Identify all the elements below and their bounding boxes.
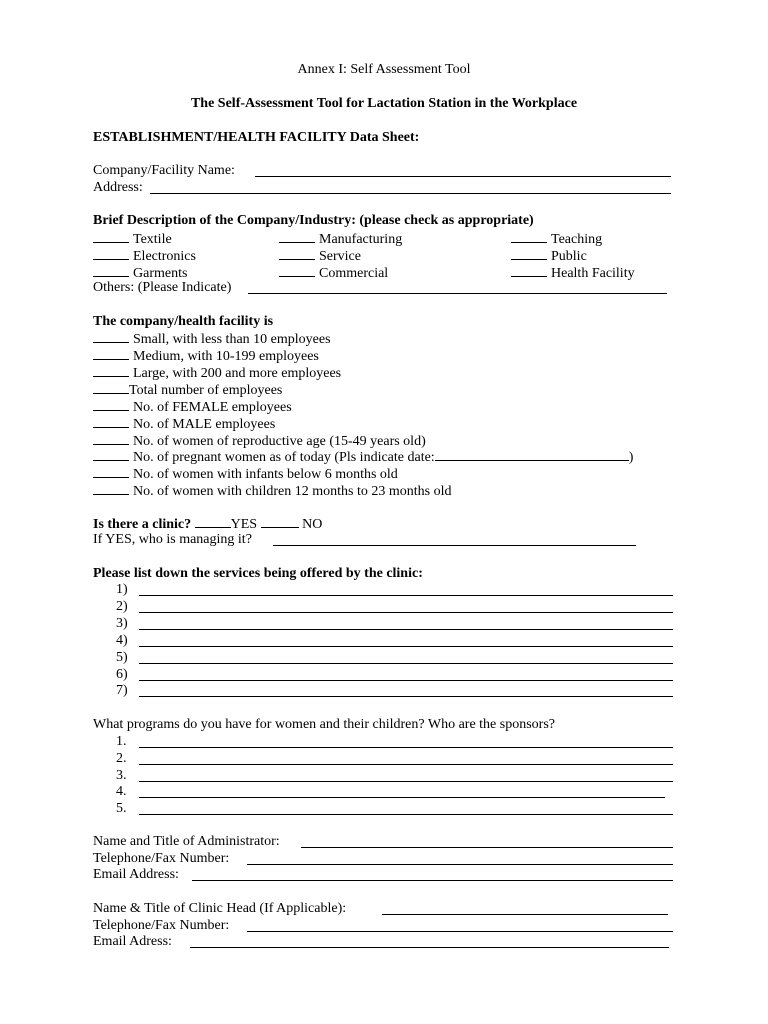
program-field[interactable] (139, 747, 673, 748)
check-blank[interactable] (93, 346, 129, 360)
clinic-yes-blank[interactable] (195, 514, 231, 528)
clinic-head-name-field[interactable] (382, 914, 668, 915)
checkbox-garments[interactable]: Garments (93, 263, 187, 282)
check-blank[interactable] (279, 229, 315, 243)
clinic-head-phone-field[interactable] (247, 931, 673, 932)
size-item[interactable]: No. of women with infants below 6 months old (93, 464, 398, 483)
checkbox-electronics[interactable]: Electronics (93, 246, 196, 265)
service-field[interactable] (139, 612, 673, 613)
address-field[interactable] (150, 193, 671, 194)
checkbox-textile[interactable]: Textile (93, 229, 172, 248)
size-item[interactable]: Total number of employees (93, 380, 282, 399)
check-blank[interactable] (511, 229, 547, 243)
admin-email-label: Email Address: (93, 867, 179, 882)
size-item[interactable]: No. of FEMALE employees (93, 397, 292, 416)
service-field[interactable] (139, 663, 673, 664)
size-item[interactable]: Large, with 200 and more employees (93, 363, 341, 382)
checkbox-health-facility[interactable]: Health Facility (511, 263, 635, 282)
service-field[interactable] (139, 696, 673, 697)
size-item[interactable]: No. of pregnant women as of today (Pls indicate date: ) (93, 447, 633, 466)
size-item[interactable]: No. of women of reproductive age (15-49 years old) (93, 431, 426, 450)
company-name-label: Company/Facility Name: (93, 163, 235, 178)
admin-phone-label: Telephone/Fax Number: (93, 851, 230, 866)
main-title: The Self-Assessment Tool for Lactation Station in the Workplace (190, 96, 578, 111)
address-label: Address: (93, 180, 143, 195)
clinic-head-name-label: Name & Title of Clinic Head (If Applicable): (93, 901, 347, 916)
admin-name-field[interactable] (301, 847, 673, 848)
clinic-question: Is there a clinic? (93, 517, 192, 532)
services-number: 1) (116, 582, 128, 597)
services-heading: Please list down the services being offered by the clinic: (93, 566, 423, 581)
programs-number: 4. (116, 784, 127, 799)
service-field[interactable] (139, 629, 673, 630)
company-name-field[interactable] (255, 176, 671, 177)
clinic-head-email-label: Email Adress: (93, 934, 172, 949)
checkbox-public[interactable]: Public (511, 246, 587, 265)
service-field[interactable] (139, 646, 673, 647)
data-sheet-heading: ESTABLISHMENT/HEALTH FACILITY Data Sheet: (93, 130, 420, 145)
check-blank[interactable] (511, 246, 547, 260)
count-blank[interactable] (93, 481, 129, 495)
admin-phone-field[interactable] (247, 864, 673, 865)
services-number: 2) (116, 599, 128, 614)
size-item[interactable]: No. of women with children 12 months to 23 months old (93, 481, 451, 500)
service-field[interactable] (139, 595, 673, 596)
program-field[interactable] (139, 781, 673, 782)
count-blank[interactable] (93, 464, 129, 478)
date-field[interactable] (435, 447, 629, 461)
count-blank[interactable] (93, 397, 129, 411)
programs-number: 5. (116, 801, 127, 816)
check-blank[interactable] (279, 246, 315, 260)
count-blank[interactable] (93, 414, 129, 428)
checkbox-teaching[interactable]: Teaching (511, 229, 602, 248)
size-item[interactable]: Medium, with 10-199 employees (93, 346, 319, 365)
annex-title: Annex I: Self Assessment Tool (297, 62, 471, 77)
services-number: 3) (116, 616, 128, 631)
services-number: 6) (116, 667, 128, 682)
clinic-head-phone-label: Telephone/Fax Number: (93, 918, 230, 933)
program-field[interactable] (139, 797, 665, 798)
services-number: 7) (116, 683, 128, 698)
check-blank[interactable] (93, 263, 129, 277)
programs-number: 3. (116, 768, 127, 783)
clinic-yes-label: YES (230, 517, 258, 532)
checkbox-commercial[interactable]: Commercial (279, 263, 388, 282)
checkbox-manufacturing[interactable]: Manufacturing (279, 229, 402, 248)
clinic-no-label: NO (302, 517, 323, 532)
program-field[interactable] (139, 764, 673, 765)
count-blank[interactable] (93, 431, 129, 445)
admin-email-field[interactable] (192, 880, 673, 881)
clinic-managing-label: If YES, who is managing it? (93, 532, 252, 547)
services-number: 4) (116, 633, 128, 648)
count-blank[interactable] (93, 380, 129, 394)
size-heading: The company/health facility is (93, 314, 274, 329)
program-field[interactable] (139, 814, 673, 815)
check-blank[interactable] (93, 363, 129, 377)
size-item[interactable]: Small, with less than 10 employees (93, 329, 331, 348)
clinic-no-blank[interactable] (261, 514, 299, 528)
check-blank[interactable] (93, 229, 129, 243)
checkbox-service[interactable]: Service (279, 246, 361, 265)
size-item[interactable]: No. of MALE employees (93, 414, 275, 433)
service-field[interactable] (139, 680, 673, 681)
count-blank[interactable] (93, 447, 129, 461)
programs-question: What programs do you have for women and their children? Who are the sponsors? (93, 717, 555, 732)
clinic-head-email-field[interactable] (190, 947, 669, 948)
industry-heading: Brief Description of the Company/Industry: (please check as appropriate) (93, 213, 534, 228)
clinic-managing-field[interactable] (273, 545, 636, 546)
others-field[interactable] (248, 293, 667, 294)
programs-number: 1. (116, 734, 127, 749)
admin-name-label: Name and Title of Administrator: (93, 834, 280, 849)
services-number: 5) (116, 650, 128, 665)
others-label: Others: (Please Indicate) (93, 280, 232, 295)
programs-number: 2. (116, 751, 127, 766)
check-blank[interactable] (511, 263, 547, 277)
check-blank[interactable] (93, 329, 129, 343)
check-blank[interactable] (93, 246, 129, 260)
check-blank[interactable] (279, 263, 315, 277)
